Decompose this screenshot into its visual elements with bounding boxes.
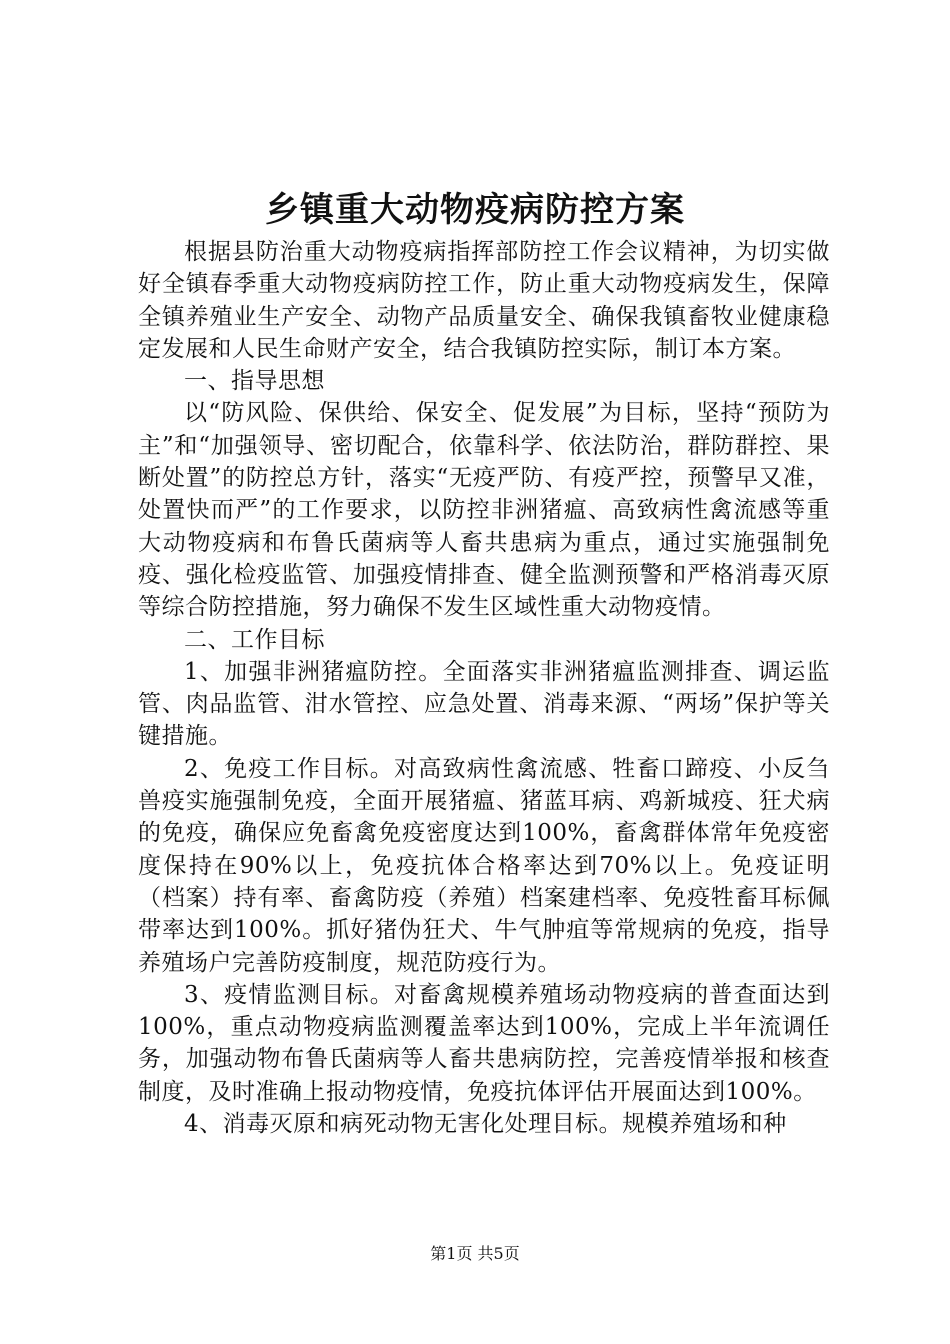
goal-item-1: 1、加强非洲猪瘟防控。全面落实非洲猪瘟监测排查、调运监管、肉品监管、泔水管控、应急处置、消毒来源、“两场”保护等关键措施。 — [138, 658, 830, 750]
goal-item-4: 4、消毒灭原和病死动物无害化处理目标。规模养殖场和种 — [184, 1111, 787, 1138]
section-heading-guiding-ideology: 一、指导思想 — [184, 368, 325, 395]
intro-paragraph: 根据县防治重大动物疫病指挥部防控工作会议精神，为切实做好全镇春季重大动物疫病防控工作，防止重大动物疫病发生，保障全镇养殖业生产安全、动物产品质量安全、确保我镇畜牧业健康稳定发展和人民生命财产安全，结合我镇防控实际，制订本方案。 — [138, 239, 830, 362]
goal-item-3: 3、疫情监测目标。对畜禽规模养殖场动物疫病的普查面达到100%，重点动物疫病监测覆盖率达到100%，完成上半年流调任务，加强动物布鲁氏菌病等人畜共患病防控，完善疫情举报和核查制度，及时准确上报动物疫情，免疫抗体评估开展面达到100%。 — [138, 981, 830, 1105]
guiding-ideology-paragraph: 以“防风险、保供给、保安全、促发展”为目标，坚持“预防为主”和“加强领导、密切配合，依靠科学、依法防治，群防群控、果断处置”的防控总方针，落实“无疫严防、有疫严控，预警早又准，处置快而严”的工作要求，以防控非洲猪瘟、高致病性禽流感等重大动物疫病和布鲁氏菌病等人畜共患病为重点，通过实施强制免疫、强化检疫监管、加强疫情排查、健全监测预警和严格消毒灭原等综合防控措施，努力确保不发生区域性重大动物疫情。 — [138, 400, 830, 621]
goal-item-2: 2、免疫工作目标。对高致病性禽流感、牲畜口蹄疫、小反刍兽疫实施强制免疫，全面开展猪瘟、猪蓝耳病、鸡新城疫、狂犬病的免疫，确保应免畜禽免疫密度达到100%，畜禽群体常年免疫密度保持在90%以上，免疫抗体合格率达到70%以上。免疫证明（档案）持有率、畜禽防疫（养殖）档案建档率、免疫牲畜耳标佩带率达到100%。抓好猪伪狂犬、牛气肿疽等常规病的免疫，指导养殖场户完善防疫制度，规范防疫行为。 — [138, 755, 830, 976]
page-footer: 第1页 共5页 — [430, 1244, 520, 1263]
document-title: 乡镇重大动物疫病防控方案 — [265, 190, 685, 230]
document-body — [138, 236, 830, 1140]
section-heading-work-goals: 二、工作目标 — [184, 626, 325, 653]
